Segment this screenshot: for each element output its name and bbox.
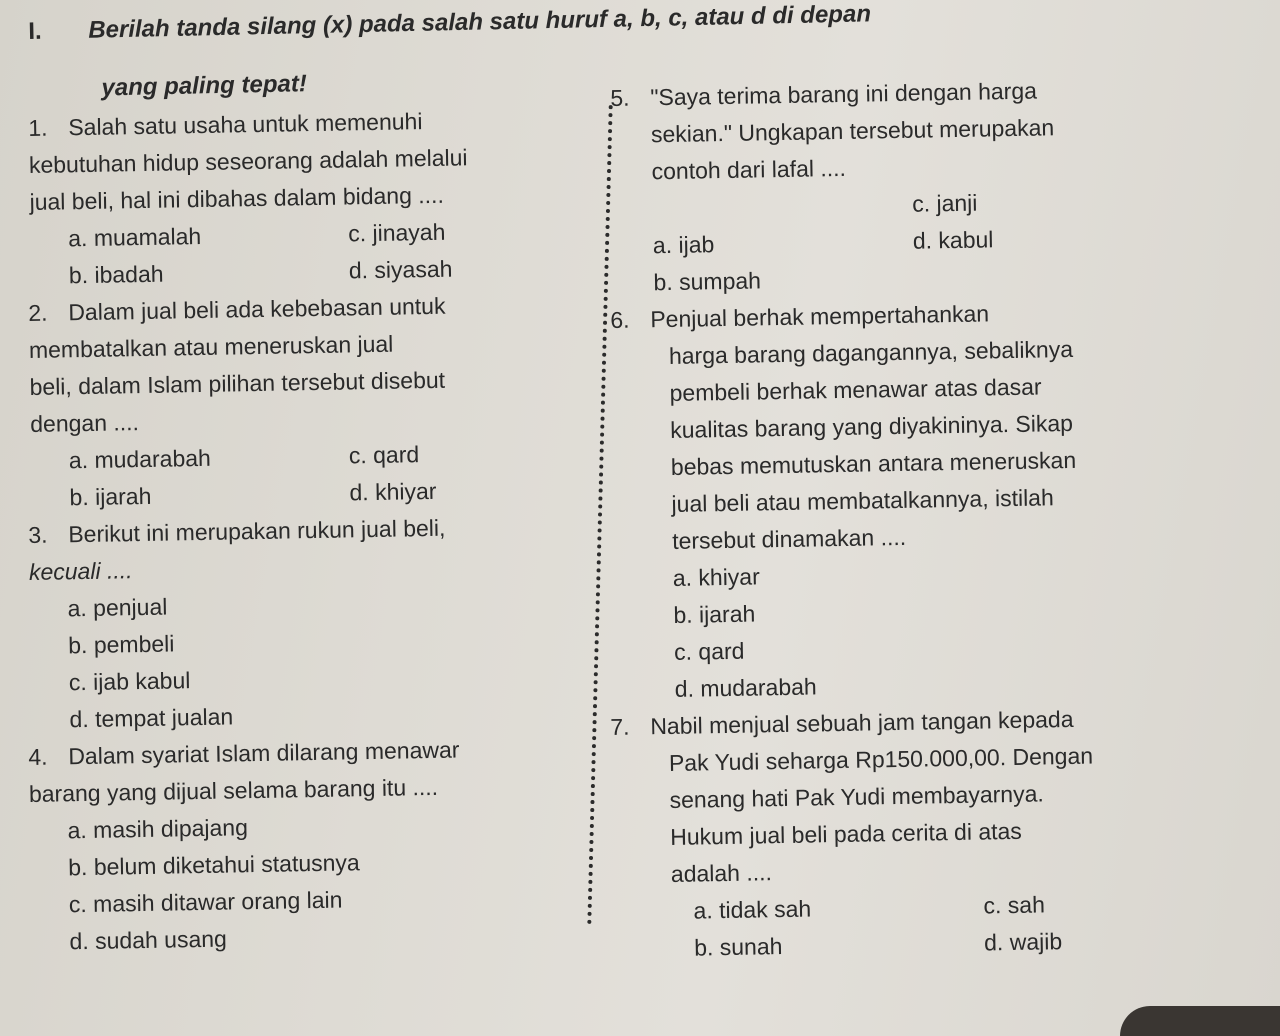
question-6 — [610, 292, 1217, 709]
options — [69, 433, 592, 516]
question-5 — [610, 70, 1214, 302]
option-a[interactable]: a. tidak sah — [693, 895, 812, 924]
option-b[interactable]: b. ijarah — [673, 600, 756, 628]
question-text: senang hati Pak Yudi membayarnya. — [669, 780, 1044, 813]
section-number: I. — [28, 17, 42, 45]
question-text: adalah .... — [670, 859, 773, 887]
question-text: Pak Yudi seharga Rp150.000,00. Dengan — [668, 742, 1094, 776]
option-d[interactable]: d. tempat jualan — [69, 703, 234, 733]
instruction-line-2: yang paling tepat! — [101, 70, 308, 102]
option-c[interactable]: c. ijab kabul — [68, 667, 191, 696]
option-c[interactable]: c. qard — [348, 441, 420, 469]
question-number: 3. — [28, 521, 48, 548]
question-2 — [28, 285, 592, 517]
option-a[interactable]: a. muamalah — [68, 222, 202, 252]
question-number: 5. — [610, 84, 630, 111]
option-b[interactable]: b. pembeli — [68, 630, 175, 659]
option-d[interactable]: d. sudah usang — [69, 925, 228, 955]
question-text: Berikut ini merupakan rukun jual beli, — [68, 514, 446, 548]
option-c[interactable]: c. jinayah — [347, 218, 446, 247]
option-a[interactable]: a. masih dipajang — [67, 814, 249, 844]
question-text: Nabil menjual sebuah jam tangan kepada — [650, 705, 1074, 740]
option-d[interactable]: d. khiyar — [349, 477, 437, 506]
question-number: 4. — [28, 743, 48, 770]
options — [652, 181, 1214, 302]
question-7 — [610, 699, 1214, 968]
option-b[interactable]: b. belum diketahui statusnya — [68, 849, 360, 881]
option-b[interactable]: b. sumpah — [653, 267, 762, 296]
question-4 — [28, 729, 592, 961]
option-d[interactable]: d. kabul — [912, 226, 994, 254]
option-b[interactable]: b. ibadah — [68, 260, 164, 289]
options — [67, 803, 592, 960]
question-text: membatalkan atau meneruskan jual — [28, 330, 394, 363]
question-text: kebutuhan hidup seseorang adalah melalui — [28, 144, 468, 178]
option-a[interactable]: a. khiyar — [672, 563, 760, 591]
question-number: 1. — [28, 114, 48, 141]
question-text: Dalam jual beli ada kebebasan untuk — [68, 292, 446, 326]
option-d[interactable]: d. mudarabah — [674, 673, 817, 702]
question-text: Hukum jual beli pada cerita di atas — [670, 817, 1023, 850]
question-text: Dalam syariat Islam dilarang menawar — [68, 736, 460, 770]
options — [673, 550, 1218, 707]
question-number: 7. — [610, 713, 630, 740]
question-text: tersebut dinamakan .... — [671, 523, 907, 554]
options — [67, 581, 592, 738]
option-c[interactable]: c. masih ditawar orang lain — [68, 886, 343, 918]
right-column — [610, 77, 1210, 968]
question-text: dengan .... — [30, 409, 140, 437]
question-1 — [28, 100, 591, 295]
option-c[interactable]: c. janji — [911, 189, 978, 217]
option-a[interactable]: a. ijab — [652, 231, 715, 259]
options — [68, 211, 591, 294]
question-number: 6. — [610, 306, 630, 333]
question-text: "Saya terima barang ini dengan harga — [650, 77, 1038, 111]
question-text: barang yang dijual selama barang itu .... — [28, 773, 439, 807]
question-number: 2. — [28, 299, 48, 326]
option-d[interactable]: d. wajib — [983, 928, 1063, 956]
question-text: sekian." Ungkapan tersebut merupakan — [650, 114, 1055, 148]
question-text: kecuali .... — [28, 557, 133, 585]
option-b[interactable]: b. sunah — [693, 933, 783, 961]
question-text: kualitas barang yang diyakininya. Sikap — [670, 409, 1074, 443]
option-a[interactable]: a. mudarabah — [68, 444, 212, 474]
question-text: bebas memutuskan antara meneruskan — [670, 446, 1077, 480]
option-b[interactable]: b. ijarah — [69, 482, 152, 511]
option-a[interactable]: a. penjual — [67, 593, 168, 622]
question-text: Salah satu usaha untuk memenuhi — [68, 108, 423, 141]
question-text: beli, dalam Islam pilihan tersebut disebut — [29, 366, 446, 400]
option-c[interactable]: c. qard — [673, 637, 745, 665]
question-text: pembeli berhak menawar atas dasar — [669, 373, 1042, 406]
photo-edge-shadow — [1120, 1006, 1280, 1036]
question-text: Penjual berhak mempertahankan — [650, 300, 990, 333]
question-3 — [28, 507, 592, 739]
question-text: jual beli atau membatalkannya, istilah — [671, 484, 1054, 517]
question-text: harga barang dagangannya, sebaliknya — [668, 335, 1074, 369]
option-c[interactable]: c. sah — [983, 891, 1046, 919]
question-text: contoh dari lafal .... — [651, 154, 847, 185]
options — [693, 884, 1214, 967]
left-column — [28, 110, 588, 961]
option-d[interactable]: d. siyasah — [348, 255, 453, 284]
question-text: jual beli, hal ini dibahas dalam bidang .... — [29, 181, 445, 215]
instruction-line-1: Berilah tanda silang (x) pada salah satu huruf a, b, c, atau d di depan — [88, 0, 872, 44]
